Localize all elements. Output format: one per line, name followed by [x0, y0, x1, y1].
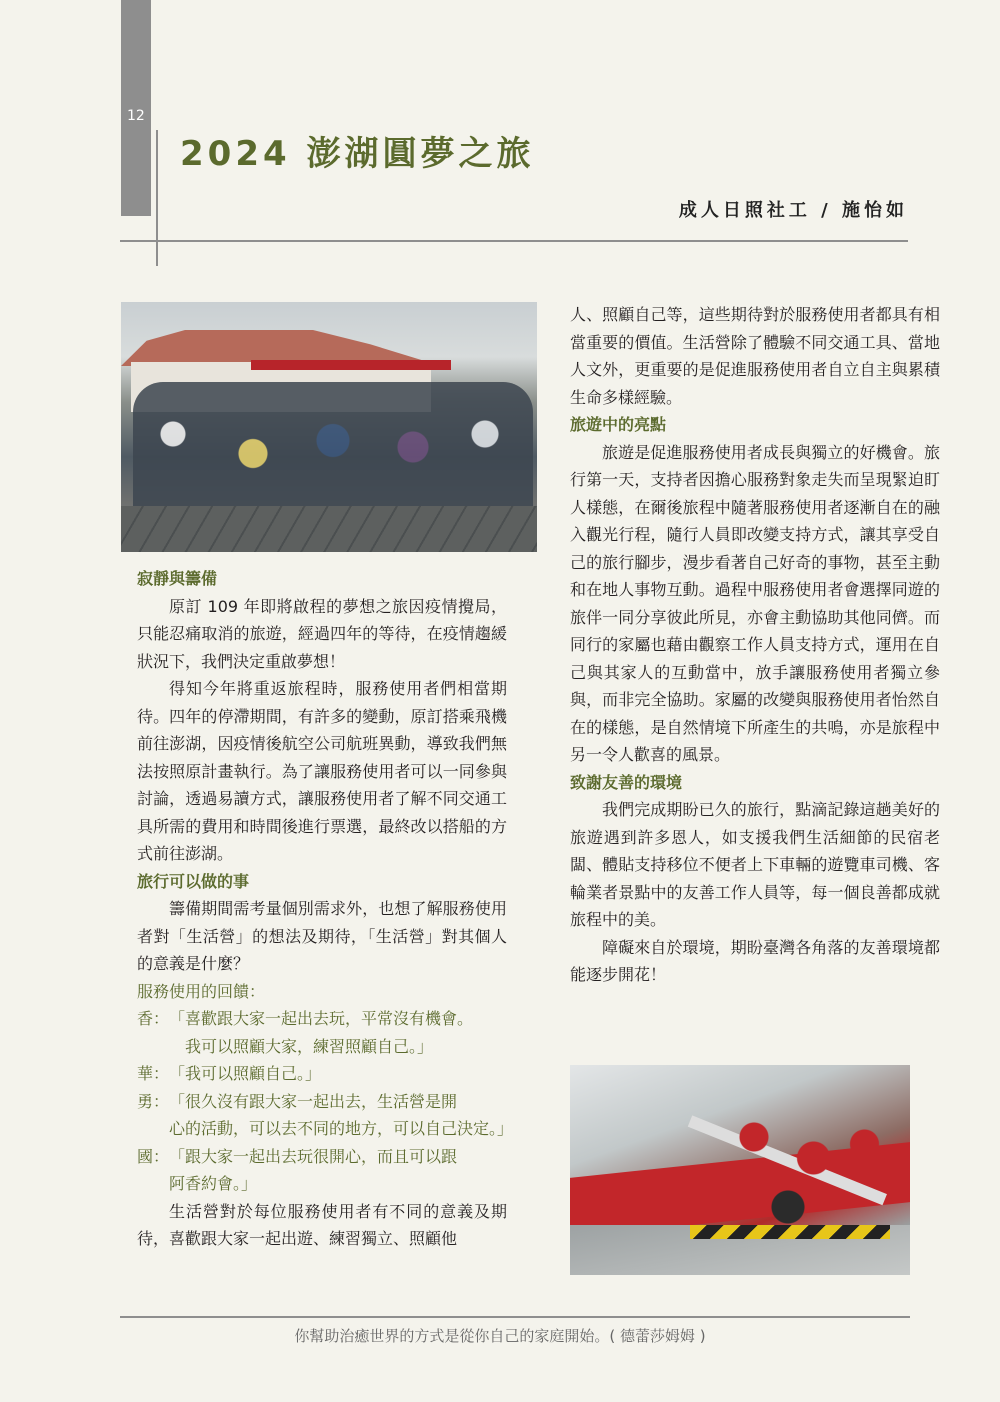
quote-text: 「喜歡跟大家一起出去玩，平常沒有機會。	[169, 1009, 474, 1028]
quote-item	[137, 1005, 507, 1060]
quote-item	[137, 1143, 507, 1198]
hazard-stripes	[690, 1225, 890, 1239]
staff-assisting-passengers	[720, 1095, 890, 1235]
paragraph: 原訂 109 年即將啟程的夢想之旅因疫情攪局，只能忍痛取消的旅遊，經過四年的等待，在疫情趨緩狀況下，我們決定重啟夢想！	[137, 596, 507, 671]
header-vertical-rule	[156, 130, 158, 266]
article-title: 2024 澎湖圓夢之旅	[180, 134, 535, 174]
section-heading-highlights: 旅遊中的亮點	[570, 415, 667, 434]
quote-text: 「我可以照顧自己。」	[169, 1064, 322, 1083]
quote-speaker: 香：	[137, 1009, 170, 1028]
quote-item	[137, 1088, 514, 1143]
paragraph: 障礙來自於環境，期盼臺灣各角落的友善環境都能逐步開花！	[570, 937, 940, 984]
paragraph: 籌備期間需考量個別需求外，也想了解服務使用者對「生活營」的想法及期待，「生活營」對其個人的意義是什麼？	[137, 899, 507, 973]
group-of-travelers	[133, 382, 533, 512]
section-heading-thanks: 致謝友善的環境	[570, 772, 683, 792]
quote-speaker: 華：	[137, 1064, 170, 1083]
quote-speaker: 國：	[137, 1146, 170, 1166]
right-column	[570, 301, 940, 989]
paragraph-continued: 人、照顧自己等，這些期待對於服務使用者都具有相當重要的價值。生活營除了體驗不同交通工具、當地人文外，更重要的是促進服務使用者自立自主與累積生命多樣經驗。	[570, 305, 940, 407]
quote-text: 「很久沒有跟大家一起出去，生活營是開	[169, 1091, 458, 1111]
red-canopy	[251, 360, 451, 370]
paragraph: 生活營對於每位服務使用者有不同的意義及期待，喜歡跟大家一起出遊、練習獨立、照顧他	[137, 1201, 507, 1248]
header-divider	[120, 240, 908, 242]
article-author: 成人日照社工 / 施怡如	[678, 200, 908, 221]
paragraph: 旅遊是促進服務使用者成長與獨立的好機會。旅行第一天，支持者因擔心服務對象走失而呈現緊迫盯人樣態，在爾後旅程中隨著服務使用者逐漸自在的融入觀光行程，隨行人員即改變支持方式，讓其享受自己的旅行腳步，漫步看著自己好奇的事物，甚至主動和在地人事物互動。過程中服務使用者會選擇同遊的旅伴一同分享彼此所見，亦會主動協助其他同儕。而同行的家屬也藉由觀察工作人員支持方式，運用在自己與其家人的互動當中，放手讓服務使用者獨立參與，而非完全協助。家屬的改變與服務使用者怡然自在的樣態，是自然情境下所產生的共鳴，亦是旅程中另一令人歡喜的風景。	[570, 442, 940, 764]
footer-divider	[120, 1316, 910, 1318]
quote-text: 心的活動，可以去不同的地方，可以自己決定。」	[169, 1119, 514, 1138]
quote-text: 「跟大家一起出去玩很開心，而且可以跟	[169, 1146, 458, 1166]
boarding-ship-photo	[570, 1065, 910, 1275]
quote-item	[137, 1060, 507, 1088]
page-number: 12	[127, 108, 145, 124]
left-column	[137, 565, 514, 1253]
section-heading-activities: 旅行可以做的事	[137, 871, 250, 891]
quote-speaker: 勇：	[137, 1091, 170, 1111]
quote-text: 阿香約會。」	[169, 1174, 258, 1193]
stone-pavement	[121, 506, 537, 552]
quote-text: 我可以照顧大家，練習照顧自己。」	[185, 1036, 434, 1056]
group-photo	[121, 302, 537, 552]
paragraph: 我們完成期盼已久的旅行，點滴記錄這趟美好的旅遊遇到許多恩人，如支援我們生活細節的民宿老闆、體貼支持移位不便者上下車輛的遊覽車司機、客輪業者景點中的友善工作人員等，每一個良善都成就旅程中的美。	[570, 800, 940, 929]
section-heading-preparation: 寂靜與籌備	[137, 569, 218, 588]
paragraph: 得知今年將重返旅程時，服務使用者們相當期待。四年的停滯期間，有許多的變動，原訂搭乘飛機前往澎湖，因疫情後航空公司航班異動，導致我們無法按照原計畫執行。為了讓服務使用者可以一同參與討論，透過易讀方式，讓服務使用者了解不同交通工具所需的費用和時間後進行票選，最終改以搭船的方式前往澎湖。	[137, 679, 507, 863]
footer-quote: 你幫助治癒世界的方式是從你自己的家庭開始。( 德蕾莎姆姆 )	[294, 1327, 706, 1345]
feedback-label: 服務使用的回饋：	[137, 981, 266, 1001]
